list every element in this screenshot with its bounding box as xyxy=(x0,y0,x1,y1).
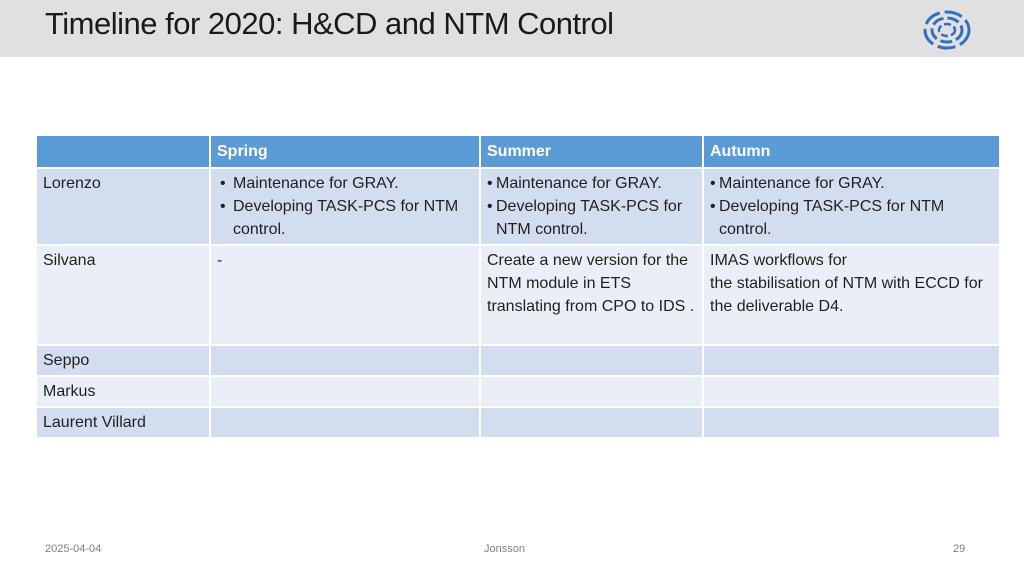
list-item: • Maintenance for GRAY. xyxy=(496,172,696,195)
list-item: • Developing TASK-PCS for NTM control. xyxy=(233,195,473,241)
table-row xyxy=(36,376,1000,407)
red-period: . xyxy=(767,221,772,238)
cell-summer xyxy=(480,376,703,407)
cell-autumn xyxy=(703,407,1000,438)
list-item: • Maintenance for GRAY. xyxy=(719,172,993,195)
cell-summer: Create a new version for the NTM module in ETS translating from CPO to IDS . xyxy=(480,245,703,345)
cell-line: IMAS workflows for xyxy=(710,252,847,269)
cell-spring xyxy=(210,407,480,438)
table-row xyxy=(36,245,1000,345)
footer-date: 2025-04-04 xyxy=(45,543,102,555)
slide-title: Timeline for 2020: H&CD and NTM Control xyxy=(45,6,614,41)
cell-spring xyxy=(210,168,480,245)
cell-spring xyxy=(210,376,480,407)
list-item: • Developing TASK-PCS for NTM control. xyxy=(719,195,993,241)
table-header-row xyxy=(36,135,1000,168)
header-autumn: Autumn xyxy=(703,135,1000,168)
table-row xyxy=(36,345,1000,376)
row-name: Silvana xyxy=(36,245,210,345)
title-bar xyxy=(0,0,1024,57)
fusion-ring-logo-icon xyxy=(921,8,973,52)
cell-autumn xyxy=(703,168,1000,245)
table-row xyxy=(36,168,1000,245)
cell-summer xyxy=(480,168,703,245)
row-name: Markus xyxy=(36,376,210,407)
list-item: • Developing TASK-PCS for NTM control. xyxy=(496,195,696,241)
page-number: 29 xyxy=(953,543,966,555)
cell-line: the stabilisation of NTM with ECCD for the deliverable D4. xyxy=(710,275,983,315)
cell-spring xyxy=(210,345,480,376)
cell-summer xyxy=(480,345,703,376)
table-row xyxy=(36,407,1000,438)
header-spring: Spring xyxy=(210,135,480,168)
header-summer: Summer xyxy=(480,135,703,168)
row-name: Laurent Villard xyxy=(36,407,210,438)
row-name: Lorenzo xyxy=(36,168,210,245)
header-name xyxy=(36,135,210,168)
cell-summer xyxy=(480,407,703,438)
cell-spring: - xyxy=(210,245,480,345)
list-item: • Maintenance for GRAY. xyxy=(233,172,473,195)
cell-autumn xyxy=(703,245,1000,345)
timeline-table xyxy=(35,134,1001,439)
cell-autumn xyxy=(703,345,1000,376)
row-name: Seppo xyxy=(36,345,210,376)
footer-author: Jonsson xyxy=(484,543,525,555)
cell-autumn xyxy=(703,376,1000,407)
